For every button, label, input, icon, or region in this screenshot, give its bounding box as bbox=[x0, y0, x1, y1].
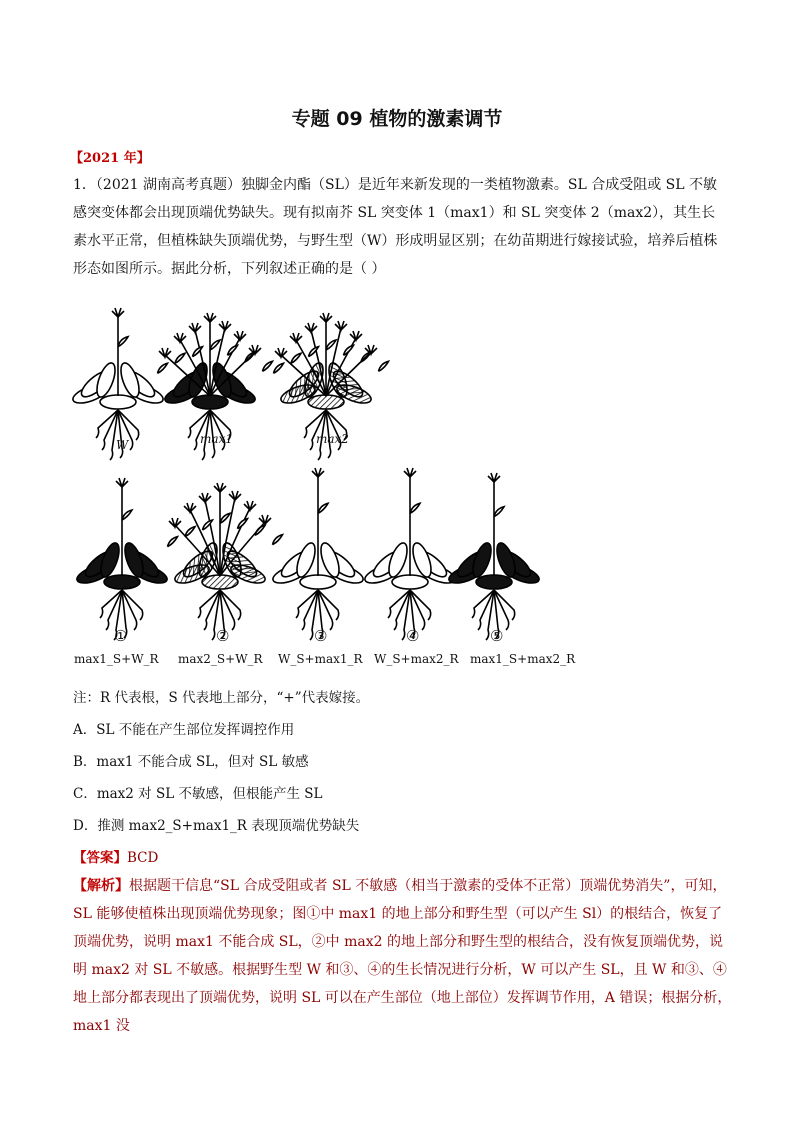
plant-illustrations bbox=[60, 300, 600, 680]
question-text: 1．（2021 湖南高考真题）独脚金内酯（SL）是近年来新发现的一类植物激素。SL 合成受阻或 SL 不敏感突变体都会出现顶端优势缺失。现有拟南芥 SL 突变体 1（max1）和 SL 突变体 2（max2），其生长素水平正常，但植株缺失顶端优势，与野生型（W）形成明显区别；在幼苗期进行嫁接试验，培养后植株形态如图所示。据此分析，下列叙述正确的是（ ） bbox=[73, 177, 718, 277]
answer-label: 【答案】 bbox=[73, 850, 127, 866]
label-max1: max1 bbox=[200, 432, 233, 446]
page-title: 专题 09 植物的激素调节 bbox=[291, 108, 503, 130]
caption-2: max2_S+W_R bbox=[178, 652, 263, 666]
section-heading: 【2021 年】 bbox=[70, 151, 150, 166]
note: 注：R 代表根，S 代表地上部分，“+”代表嫁接。 bbox=[73, 690, 370, 706]
caption-1: max1_S+W_R bbox=[74, 652, 159, 666]
answer-line bbox=[73, 846, 158, 866]
analysis bbox=[73, 872, 733, 1040]
option-d: D．推测 max2_S+max1_R 表现顶端优势缺失 bbox=[73, 818, 360, 834]
number-1: ① bbox=[114, 627, 128, 645]
caption-3: W_S+max1_R bbox=[278, 652, 363, 666]
plant-graft-3 bbox=[271, 468, 366, 640]
label-max2: max2 bbox=[316, 432, 349, 446]
option-a: A．SL 不能在产生部位发挥调控作用 bbox=[73, 722, 295, 738]
option-b: B．max1 不能合成 SL，但对 SL 敏感 bbox=[73, 754, 309, 770]
answer-value: BCD bbox=[127, 850, 159, 866]
plant-flowers bbox=[274, 313, 389, 396]
plant-graft-2 bbox=[168, 483, 283, 640]
plant-flowers bbox=[168, 483, 283, 576]
number-2: ② bbox=[216, 627, 230, 645]
analysis-text: 根据题干信息“SL 合成受阻或者 SL 不敏感（相当于激素的受体不正常）顶端优势消失”，可知，SL 能够使植株出现顶端优势现象；图①中 max1 的地上部分和野生型（可以产生 Sl）的根结合，恢复了顶端优势，说明 max1 不能合成 SL，②中 max2 的地上部分和野生型的根结合，没有恢复顶端优势，说明 max2 对 SL 不敏感。根据野生型 W 和③、④的生长情况进行分析，W 可以产生 SL，且 W 和③、④地上部分都表现出了顶端优势，说明 SL 可以在产生部位（地上部位）发挥调节作用，A 错误；根据分析，max1 没 bbox=[73, 878, 732, 1034]
option-c: C．max2 对 SL 不敏感，但根能产生 SL bbox=[73, 786, 323, 802]
plant-graft-5 bbox=[447, 473, 542, 640]
plant-graft-1 bbox=[75, 478, 170, 640]
plant-roots bbox=[96, 410, 139, 460]
caption-5: max1_S+max2_R bbox=[470, 652, 576, 666]
plant-flowers bbox=[158, 313, 273, 396]
analysis-label: 【解析】 bbox=[73, 878, 129, 894]
caption-4: W_S+max2_R bbox=[374, 652, 459, 666]
number-5: ⑤ bbox=[490, 627, 504, 645]
label-w: W bbox=[116, 438, 129, 452]
plant-figure bbox=[60, 300, 600, 680]
number-3: ③ bbox=[314, 627, 328, 645]
number-4: ④ bbox=[406, 627, 420, 645]
plant-graft-4 bbox=[363, 468, 458, 640]
